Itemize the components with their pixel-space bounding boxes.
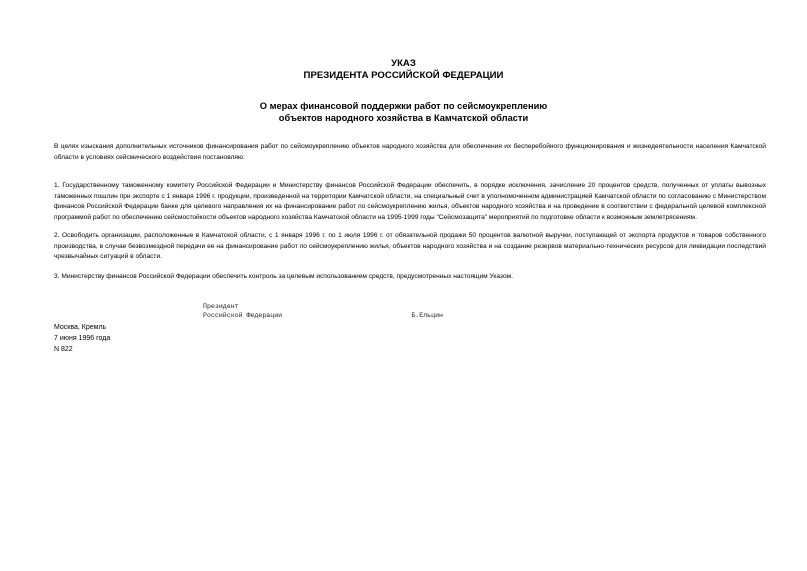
signature-row bbox=[203, 312, 443, 321]
issue-date: 7 июня 1996 года bbox=[54, 335, 111, 342]
subtitle-line-1: О мерах финансовой поддержки работ по сейсмоукреплению bbox=[259, 101, 548, 111]
issue-place: Москва, Кремль bbox=[54, 324, 107, 331]
issue-details bbox=[54, 322, 110, 355]
signature-title-line-2: Российской Федерации bbox=[203, 311, 283, 319]
subtitle-line-2: объектов народного хозяйства в Камчатской области bbox=[278, 112, 529, 123]
signature-block bbox=[203, 303, 443, 320]
document-issuer: ПРЕЗИДЕНТА РОССИЙСКОЙ ФЕДЕРАЦИИ bbox=[303, 70, 504, 81]
signature-title-line-1: Президент bbox=[203, 303, 239, 310]
intro-paragraph: В целях изыскания дополнительных источников финансирования работ по сейсмоукреплению объектов народного хозяйства для обеспечения их бесперебойного функционирования и жизнедеятельности населения Камчатской области в условиях сейсмического воздействия постановляю: bbox=[54, 143, 766, 161]
document-number: N 822 bbox=[54, 346, 73, 353]
paragraph-2: 2. Освободить организации, расположенные в Камчатской области, с 1 января 1996 г. по 1 июля 1996 г. от обязательной продажи 50 процентов валютной выручки, поступающей от экспорта продуктов и товаров собственного производства, в случае безвозмездной передачи ее на финансирование работ по сейсмоукреплению жилья, объектов народного хозяйства и на создание резервов материально-технических ресурсов для ликвидации последствий чрезвычайных ситуаций в области. bbox=[54, 232, 766, 261]
document-subtitle bbox=[0, 101, 807, 124]
paragraph-3: 3. Министерству финансов Российской Федерации обеспечить контроль за целевым использованием средств, предусмотренных настоящим Указом. bbox=[54, 273, 514, 280]
paragraph-1: 1. Государственному таможенному комитету Российской Федерации и Министерству финансов Российской Федерации обеспечить, в порядке исключения, зачисление 20 процентов средств, полученных от уплаты вывозных таможенных пошлин при экспорте с 1 января 1996 г. продукции, произведенной на территории Камчатской области, на специальный счет в уполномоченном администрацией Камчатской области по согласованию с Министерством финансов Российской Федерации банке для целевого направления их на финансирование работ по сейсмоукреплению жилья, объектов народного хозяйства и на проведение в соответствии с федеральной целевой комплексной программой работ по обеспечению сейсмостойкости объектов народного хозяйства Камчатской области на 1995-1999 годы "Сейсмозащита" мероприятий по подготовке области к возможным землетрясениям. bbox=[54, 182, 766, 221]
signature-name: Б.Ельцин bbox=[411, 311, 443, 319]
document-type: УКАЗ bbox=[391, 58, 416, 69]
